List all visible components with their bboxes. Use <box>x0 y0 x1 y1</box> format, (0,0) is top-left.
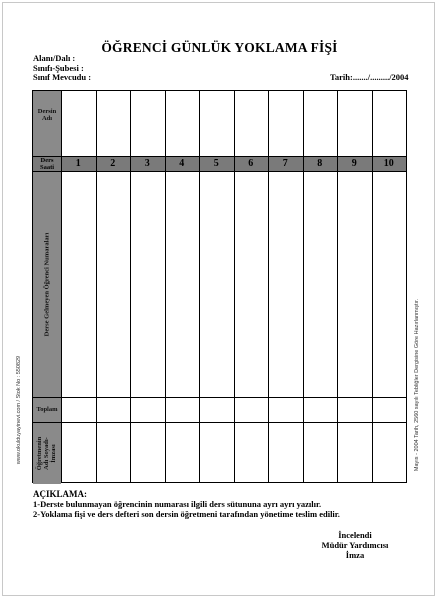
toplam-cell-3[interactable] <box>131 398 164 421</box>
teacher-signature-cell-5[interactable] <box>200 423 233 483</box>
dersin-adi-cell-6[interactable] <box>235 92 268 155</box>
hour-number-6: 6 <box>248 158 254 169</box>
attendance-table <box>32 90 407 483</box>
teacher-signature-cell-10[interactable] <box>373 423 406 483</box>
hour-number-7: 7 <box>282 158 288 169</box>
dersin-adi-label: Dersin Adı <box>37 108 57 122</box>
toplam-cell-1[interactable] <box>62 398 95 421</box>
dersin-adi-cell-1[interactable] <box>62 92 95 155</box>
teacher-signature-cell-8[interactable] <box>304 423 337 483</box>
regulation-side-text: Mayıs - 2004 Tarih, 2560 sayılı Tebliğler Dergisine Göre Hazırlanmıştır. <box>414 298 420 472</box>
dersin-adi-cell-8[interactable] <box>304 92 337 155</box>
form-title: ÖĞRENCİ GÜNLÜK YOKLAMA FİŞİ <box>101 40 338 55</box>
dersin-adi-cell-9[interactable] <box>338 92 371 155</box>
signature-imza: İmza <box>345 550 365 560</box>
publisher-side-text: www.okulduyayinevi.com / Stok No : 550829 <box>16 355 23 465</box>
absent-numbers-cell-2[interactable] <box>97 172 130 396</box>
ogretmen-label: Öğretmenin Adı Soyadı-İmzası <box>36 436 58 470</box>
teacher-signature-cell-2[interactable] <box>97 423 130 483</box>
hour-number-1: 1 <box>75 158 81 169</box>
dersin-adi-cell-bg <box>33 91 61 156</box>
dersin-adi-cell-2[interactable] <box>97 92 130 155</box>
toplam-cell-8[interactable] <box>304 398 337 421</box>
hour-number-9: 9 <box>351 158 357 169</box>
sinif-mevcudu-label: Sınıf Mevcudu : <box>33 72 92 82</box>
toplam-cell-5[interactable] <box>200 398 233 421</box>
publisher-side-text-wrap <box>12 340 26 480</box>
absent-numbers-cell-9[interactable] <box>338 172 371 396</box>
aciklama-item-2: 2-Yoklama fişi ve ders defteri son dersin öğretmeni tarafından yönetime teslim edilir. <box>33 509 340 519</box>
toplam-cell-6[interactable] <box>235 398 268 421</box>
aciklama-heading: AÇIKLAMA: <box>33 489 87 499</box>
teacher-signature-cell-6[interactable] <box>235 423 268 483</box>
gelmeyen-label: Derse Gelmeyen Öğrenci Numaraları <box>43 232 51 336</box>
teacher-signature-cell-3[interactable] <box>131 423 164 483</box>
hour-number-4: 4 <box>179 158 185 169</box>
gelmeyen-label-wrap <box>33 171 61 397</box>
toplam-cell-10[interactable] <box>373 398 406 421</box>
signature-incelendi: İncelendi <box>338 530 372 540</box>
hour-number-3: 3 <box>144 158 150 169</box>
absent-numbers-cell-6[interactable] <box>235 172 268 396</box>
absent-numbers-cell-1[interactable] <box>62 172 95 396</box>
dersin-adi-cell-10[interactable] <box>373 92 406 155</box>
ders-saati-label: Ders Saati <box>39 157 55 171</box>
aciklama-item-1: 1-Derste bulunmayan öğrencinin numarası ilgili ders sütununa ayrı ayrı yazılır. <box>33 499 322 509</box>
teacher-signature-cell-4[interactable] <box>166 423 199 483</box>
toplam-label: Toplam <box>36 406 58 413</box>
toplam-cell-4[interactable] <box>166 398 199 421</box>
signature-mudur-yardimcisi: Müdür Yardımcısı <box>321 540 389 550</box>
hour-number-10: 10 <box>383 158 394 169</box>
teacher-signature-cell-7[interactable] <box>269 423 302 483</box>
toplam-cell-9[interactable] <box>338 398 371 421</box>
hour-number-5: 5 <box>213 158 219 169</box>
hour-number-8: 8 <box>317 158 323 169</box>
tarih-label: Tarih:......./........./2004 <box>330 72 409 82</box>
absent-numbers-cell-7[interactable] <box>269 172 302 396</box>
absent-numbers-cell-8[interactable] <box>304 172 337 396</box>
absent-numbers-cell-10[interactable] <box>373 172 406 396</box>
dersin-adi-cell-7[interactable] <box>269 92 302 155</box>
absent-numbers-cell-3[interactable] <box>131 172 164 396</box>
alan-dali-label: Alanı/Dalı : <box>33 53 76 63</box>
absent-numbers-cell-5[interactable] <box>200 172 233 396</box>
signature-block <box>300 530 410 560</box>
ogretmen-label-wrap <box>33 422 61 484</box>
dersin-adi-cell-5[interactable] <box>200 92 233 155</box>
hour-number-2: 2 <box>110 158 116 169</box>
aciklama-notes <box>33 489 340 519</box>
toplam-cell-7[interactable] <box>269 398 302 421</box>
dersin-adi-cell-3[interactable] <box>131 92 164 155</box>
toplam-cell-2[interactable] <box>97 398 130 421</box>
teacher-signature-cell-1[interactable] <box>62 423 95 483</box>
teacher-signature-cell-9[interactable] <box>338 423 371 483</box>
regulation-side-text-wrap <box>410 290 424 480</box>
sinif-subesi-label: Sınıfı-Şubesi : <box>33 63 84 73</box>
absent-numbers-cell-4[interactable] <box>166 172 199 396</box>
dersin-adi-cell-4[interactable] <box>166 92 199 155</box>
